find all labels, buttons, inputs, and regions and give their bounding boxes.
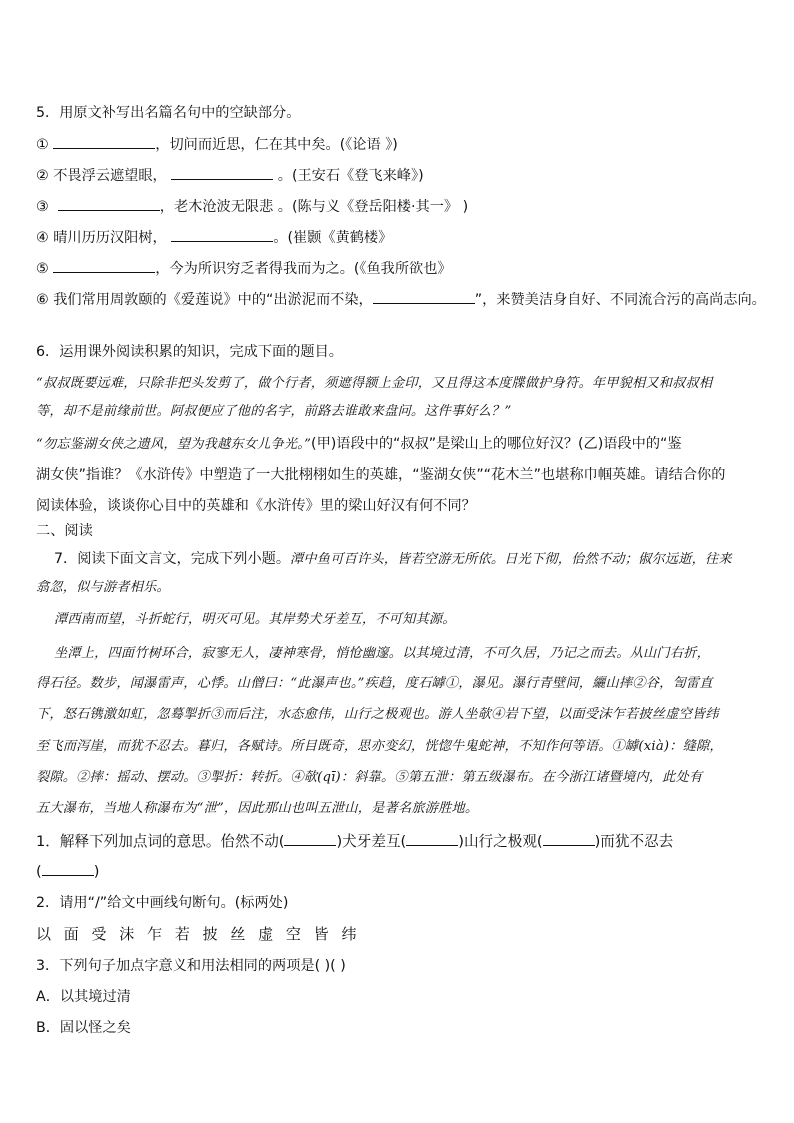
q7-sub1-cont bbox=[36, 861, 760, 882]
q5-line-6 bbox=[36, 289, 766, 310]
q5-l6-tail: ”，来赞美洁身自好、不同流合污的高尚志向。 bbox=[474, 292, 766, 308]
q7-sub1-b: )犬牙差互( bbox=[336, 833, 407, 850]
section-2-title: 二、阅读 bbox=[36, 523, 93, 539]
q5-l5-text: ，今为所识穷乏者得我而为之。(《鱼我所欲也》 bbox=[155, 261, 452, 277]
q7-p3-d: 至飞而泻崖，而犹不忍去。暮归，各赋诗。所目既奇，思亦变幻，恍惚牛鬼蛇神，不知作何等语。①罅(xià)：缝隙， bbox=[36, 739, 723, 754]
q6-quote-2c: 阅读体验，谈谈你心目中的英雄和《水浒传》里的梁山好汉有何不同？ bbox=[36, 498, 476, 514]
q5-line-5 bbox=[36, 258, 760, 279]
q5-blank-1[interactable] bbox=[53, 134, 155, 149]
q7-intro-line bbox=[54, 549, 760, 570]
q5-line-1 bbox=[36, 134, 760, 155]
q6-quote-2a-rest: (甲)语段中的“叔叔”是梁山上的哪位好汉？(乙)语段中的“鉴 bbox=[311, 436, 682, 452]
q7-p3-b: 得石径。数步，闻瀑雷声，心悸。山僧曰：“此瀑声也。”疾趋，度石罅①，瀑见。瀑行青壁间，纚山摔②谷，訇雷直 bbox=[36, 676, 713, 691]
q5-blank-3[interactable] bbox=[58, 196, 160, 211]
q7-sub2: 2．请用“/”给文中画线句断句。(标两处) bbox=[36, 895, 289, 911]
q5-title: 5．用原文补写出名篇名句中的空缺部分。 bbox=[36, 105, 301, 121]
q7-sub3: 3．下列句子加点字意义和用法相同的两项是( )( ) bbox=[36, 958, 346, 974]
q7-sub1-f: ) bbox=[93, 863, 100, 880]
q5-line-4 bbox=[36, 227, 760, 248]
q5-blank-5[interactable] bbox=[53, 258, 155, 273]
q7-intro: 7．阅读下面文言文，完成下列小题。 bbox=[54, 551, 291, 567]
q7-option-a[interactable]: A．以其境过清 bbox=[36, 989, 131, 1005]
q6-quote-1b: 等，却不是前缘前世。阿叔便应了他的名字，前路去谁敢来盘问。这件事好么？” bbox=[36, 404, 512, 419]
q7-p1-b: 翕忽，似与游者相乐。 bbox=[36, 580, 170, 595]
q7-p3-e: 裂隙。②摔：摇动、摆动。③掣折：转折。④欹(qī)：斜靠。⑤第五泄：第五级瀑布。在今浙江诸暨境内，此处有 bbox=[36, 770, 703, 785]
q5-blank-6[interactable] bbox=[373, 289, 475, 304]
q7-sub1-e: ( bbox=[36, 863, 42, 880]
q6-quote-2a bbox=[36, 434, 760, 455]
q7-sub2-sentence: 以 面 受 沫 乍 若 披 丝 虚 空 皆 纬 bbox=[36, 925, 361, 943]
q7-p2: 潭西南而望，斗折蛇行，明灭可见。其岸势犬牙差互，不可知其源。 bbox=[54, 612, 456, 627]
q7-p3-f: 五大瀑布，当地人称瀑布为“泄”，因此那山也叫五泄山，是著名旅游胜地。 bbox=[36, 801, 479, 816]
q7-sub1-blank-1[interactable] bbox=[284, 831, 336, 846]
q5-line-3 bbox=[36, 196, 760, 217]
q7-sub1 bbox=[36, 831, 760, 852]
q5-l1-num: ① bbox=[36, 137, 49, 153]
q5-blank-2[interactable] bbox=[171, 165, 273, 180]
q7-sub1-c: )山行之极观( bbox=[458, 833, 543, 850]
q5-l3-text: ，老木沧波无限悲 。(陈与义《登岳阳楼·其一》 ) bbox=[159, 199, 469, 215]
q5-line-2 bbox=[36, 165, 760, 186]
q5-l1-text: ，切问而近思，仁在其中矣。(《论语 》) bbox=[155, 137, 398, 153]
q5-l4-src: 。(崔颢《黄鹤楼》 bbox=[273, 230, 393, 246]
q6-quote-2a-italic: “勿忘鉴湖女侠之遗风，望为我越东女儿争光。” bbox=[36, 437, 312, 452]
q5-l4-text: ④ 晴川历历汉阳树， bbox=[36, 230, 167, 246]
q7-sub1-blank-4[interactable] bbox=[42, 861, 94, 876]
q5-blank-4[interactable] bbox=[171, 227, 273, 242]
q7-p3-a: 坐潭上，四面竹树环合，寂寥无人，凄神寒骨，悄怆幽邃。以其境过清，不可久居，乃记之而去。从山门右折， bbox=[54, 646, 710, 661]
q7-p1-a: 潭中鱼可百许头，皆若空游无所依。日光下彻，佁然不动；俶尔远逝，往来 bbox=[290, 552, 732, 567]
q7-sub1-blank-2[interactable] bbox=[406, 831, 458, 846]
q6-quote-1a: “叔叔既要远难，只除非把头发剪了，做个行者，须遮得额上金印，又且得这本度牒做护身符。年甲貌相又和叔叔相 bbox=[36, 376, 713, 391]
q7-option-b[interactable]: B．固以怪之矣 bbox=[36, 1020, 131, 1036]
q5-l2-src: 。(王安石《登飞来峰》) bbox=[277, 168, 424, 184]
q5-l5-num: ⑤ bbox=[36, 261, 49, 277]
q7-sub1-a: 1．解释下列加点词的意思。佁然不动( bbox=[36, 833, 285, 850]
q7-sub1-blank-3[interactable] bbox=[543, 831, 595, 846]
q7-p3-c: 下，怒石镌激如虹，忽蓦掣折③而后注，水态愈伟，山行之极观也。游人坐欹④岩下望，以面受沫乍若披丝虚空皆纬 bbox=[36, 707, 719, 722]
q5-l6-text: ⑥ 我们常用周敦颐的《爱莲说》中的“出淤泥而不染， bbox=[36, 292, 373, 308]
q6-title: 6．运用课外阅读积累的知识，完成下面的题目。 bbox=[36, 344, 343, 360]
q7-sub1-d: )而犹不忍去 bbox=[594, 833, 674, 850]
q5-l3-num: ③ bbox=[36, 199, 49, 215]
q6-quote-2b: 湖女侠”指谁？《水浒传》中塑造了一大批栩栩如生的英雄，“鉴湖女侠”“花木兰”也堪称巾帼英雄。请结合你的 bbox=[36, 467, 726, 483]
q5-l2-text: ② 不畏浮云遮望眼， bbox=[36, 168, 167, 184]
